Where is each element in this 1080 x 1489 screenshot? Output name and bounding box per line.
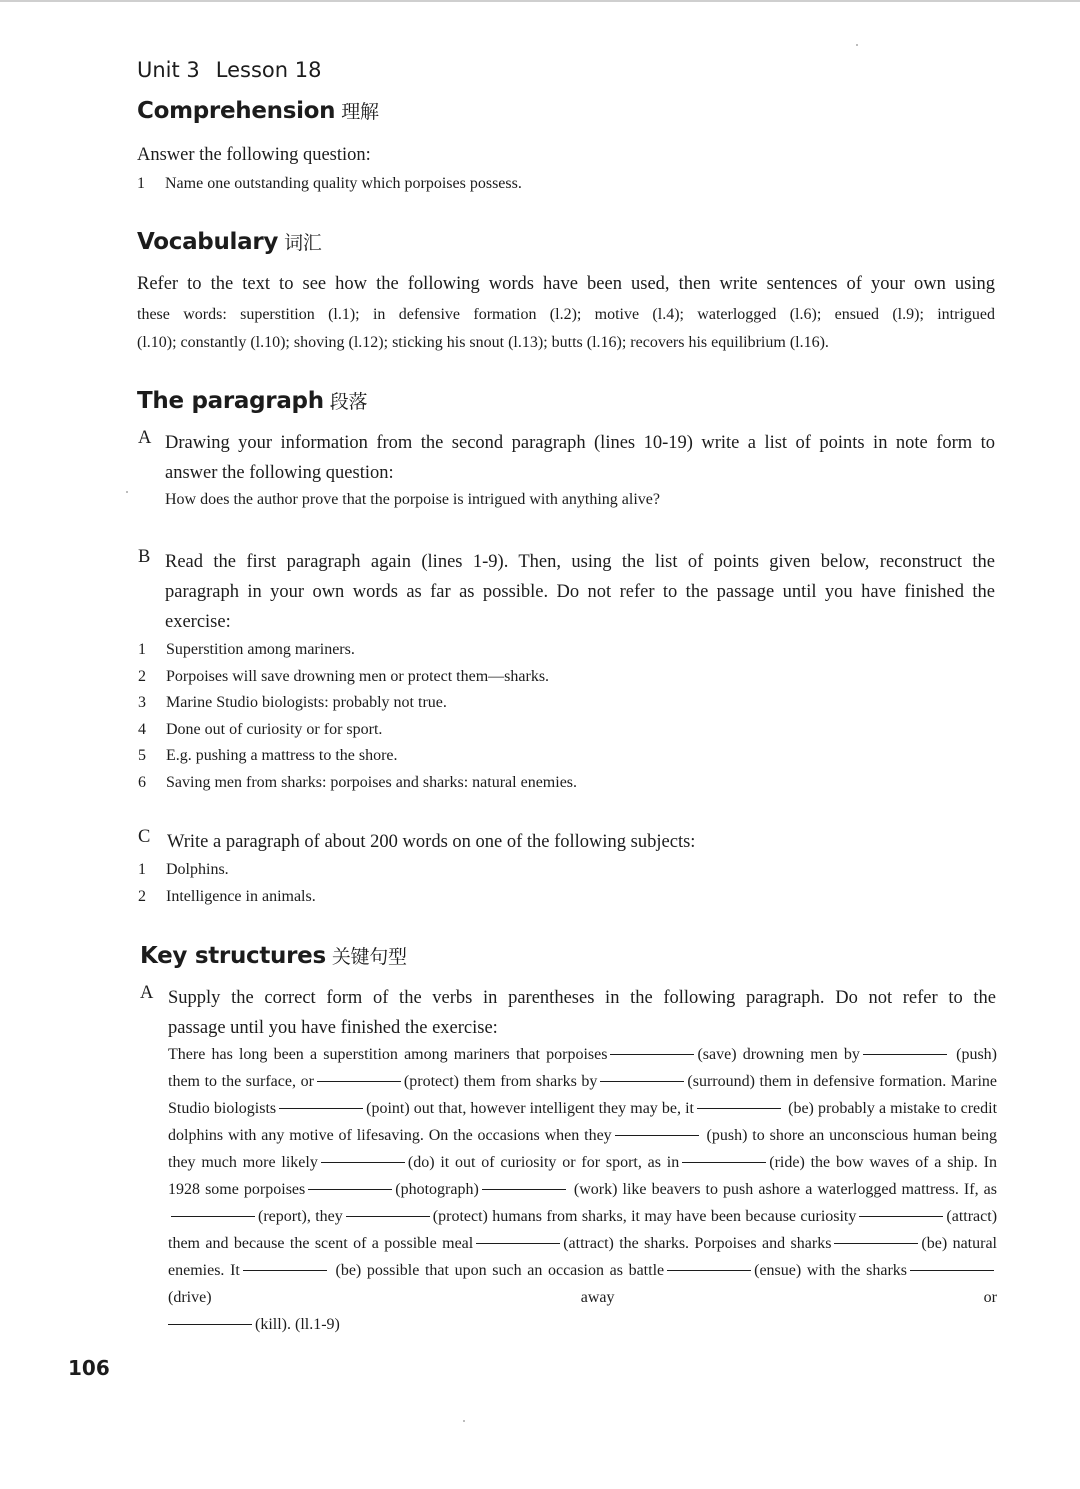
vocabulary-title: Vocabulary [137,229,279,255]
answer-blank[interactable] [243,1269,327,1271]
cloze-text: (surround) them in defensive formation. Marine Studio biologists [168,1073,998,1117]
vocabulary-title-cn: 词汇 [284,232,322,254]
paragraph-title-cn: 段落 [329,391,368,413]
list-item [137,171,997,198]
cloze-text: (be) probably a mistake to credit dolphins with any motive of lifesaving. On the occasions when they [168,1100,998,1144]
list-item [138,770,998,797]
cloze-text: (point) out that, however intelligent they may be, it [366,1100,695,1117]
vocabulary-heading [137,228,321,255]
cloze-text: There has long been a superstition among mariners that porpoises [168,1046,608,1063]
cloze-text: (drive) away or [168,1289,997,1306]
comprehension-question-list [137,171,997,198]
scan-speck [856,44,858,46]
exercise-letter-a: A [138,428,152,448]
cloze-text: (protect) them from sharks by [403,1073,598,1090]
cloze-paragraph [168,1041,997,1311]
item-number: 1 [138,641,146,658]
item-text: Marine Studio biologists: probably not true. [166,694,447,712]
list-item [138,857,998,884]
comprehension-heading [137,97,379,124]
vocabulary-line-3: (l.10); constantly (l.10); shoving (l.12); sticking his snout (l.13); butts (l.16); recovers his equilibrium (l.16). [137,334,829,351]
unit-label: Unit 3 [137,58,200,82]
list-item [138,717,998,744]
item-text: Superstition among mariners. [166,641,355,658]
answer-blank[interactable] [476,1242,560,1244]
item-number: 2 [138,887,146,905]
scan-speck [463,1420,465,1422]
cloze-text: (do) it out of curiosity or for sport, as in [407,1154,680,1171]
vocabulary-line-1: Refer to the text to see how the following words have been used, then write sentences of your own using [137,274,995,294]
paragraph-b-line-2: paragraph in your own words as far as possible. Do not refer to the passage until you have finished the [165,582,995,602]
answer-blank[interactable] [615,1134,699,1136]
cloze-text: (protect) humans from sharks, it may have been because curiosity [432,1208,857,1225]
scan-speck [126,491,128,493]
item-number: 1 [138,861,146,878]
item-number: 4 [138,720,146,738]
item-text: Saving men from sharks: porpoises and sharks: natural enemies. [166,773,578,791]
cloze-text: (save) drowning men by [697,1046,860,1063]
unit-lesson-header [137,58,321,82]
lesson-label: Lesson 18 [215,58,322,82]
answer-blank[interactable] [682,1161,766,1163]
cloze-text: (be) natural enemies. It [168,1235,997,1279]
paragraph-heading [137,387,367,414]
item-number: 2 [138,667,146,685]
answer-blank[interactable] [321,1161,405,1163]
item-text: Done out of curiosity or for sport. [166,720,383,738]
list-item [138,690,998,717]
answer-blank[interactable] [697,1107,781,1109]
paragraph-a-question: How does the author prove that the porpoise is intrigued with anything alive? [165,491,660,508]
cloze-text: (push) to shore an unconscious human being they much more likely [168,1127,998,1171]
cloze-text: (kill). (ll.1-9) [255,1316,340,1333]
paragraph-b-points [138,637,998,797]
cloze-text: (ride) the bow waves of a ship. In 1928 some porpoises [168,1154,998,1198]
top-rule [0,0,1080,2]
answer-blank[interactable] [859,1215,943,1217]
cloze-last-line [168,1311,340,1338]
list-item [138,743,998,770]
list-item [138,637,998,664]
cloze-text: (report), they [258,1208,343,1225]
key-structures-a-line-1: Supply the correct form of the verbs in parentheses in the following paragraph. Do not refer to the [168,988,996,1008]
answer-blank[interactable] [168,1323,252,1325]
answer-blank[interactable] [863,1053,947,1055]
key-structures-heading [140,942,407,969]
item-text: E.g. pushing a mattress to the shore. [166,747,398,765]
paragraph-c-line: Write a paragraph of about 200 words on one of the following subjects: [167,832,696,852]
item-number: 1 [137,175,145,192]
item-number: 5 [138,747,146,765]
cloze-text: (ensue) with the sharks [754,1262,908,1279]
exercise-letter-b: B [138,547,151,567]
item-text: Name one outstanding quality which porpoises possess. [165,175,522,192]
item-text: Porpoises will save drowning men or protect them—sharks. [166,667,550,685]
paragraph-b-line-3: exercise: [165,612,231,632]
cloze-text: (photograph) [395,1181,479,1198]
item-text: Intelligence in animals. [166,887,316,905]
answer-blank[interactable] [346,1215,430,1217]
key-structures-title-cn: 关键句型 [331,946,407,968]
answer-blank[interactable] [834,1242,918,1244]
answer-blank[interactable] [171,1215,255,1217]
cloze-text: (work) like beavers to push ashore a waterlogged mattress. If, as [573,1181,998,1198]
exercise-letter-c: C [138,827,151,847]
vocabulary-line-2: these words: superstition (l.1); in defensive formation (l.2); motive (l.4); waterlogged (l.6); ensued (l.9); intrigued [137,306,995,323]
answer-blank[interactable] [910,1269,994,1271]
answer-blank[interactable] [482,1188,566,1190]
exercise-letter-ks-a: A [140,983,154,1003]
answer-blank[interactable] [317,1080,401,1082]
answer-blank[interactable] [279,1107,363,1109]
paragraph-a-line-2: answer the following question: [165,463,394,483]
paragraph-b-line-1: Read the first paragraph again (lines 1-9). Then, using the list of points given below, reconstruct the [165,552,995,572]
paragraph-c-subjects [138,857,998,910]
page-number: 106 [68,1356,110,1380]
comprehension-title-cn: 理解 [341,101,379,123]
answer-blank[interactable] [667,1269,751,1271]
answer-blank[interactable] [610,1053,694,1055]
answer-blank[interactable] [308,1188,392,1190]
answer-blank[interactable] [600,1080,684,1082]
cloze-text: (attract) them and because the scent of a possible meal [168,1208,998,1252]
paragraph-title: The paragraph [137,388,324,414]
key-structures-title: Key structures [140,943,326,969]
key-structures-a-line-2: passage until you have finished the exercise: [168,1018,498,1038]
cloze-text: (be) possible that upon such an occasion as battle [335,1262,665,1279]
cloze-text: (push) them to the surface, or [168,1046,998,1090]
paragraph-a-line-1: Drawing your information from the second paragraph (lines 10-19) write a list of points in note form to [165,433,995,453]
item-number: 3 [138,694,146,712]
item-text: Dolphins. [166,861,229,878]
comprehension-instruction: Answer the following question: [137,145,371,165]
item-number: 6 [138,773,146,791]
list-item [138,664,998,691]
list-item [138,884,998,911]
cloze-text: (attract) the sharks. Porpoises and sharks [563,1235,832,1252]
comprehension-title: Comprehension [137,98,336,124]
